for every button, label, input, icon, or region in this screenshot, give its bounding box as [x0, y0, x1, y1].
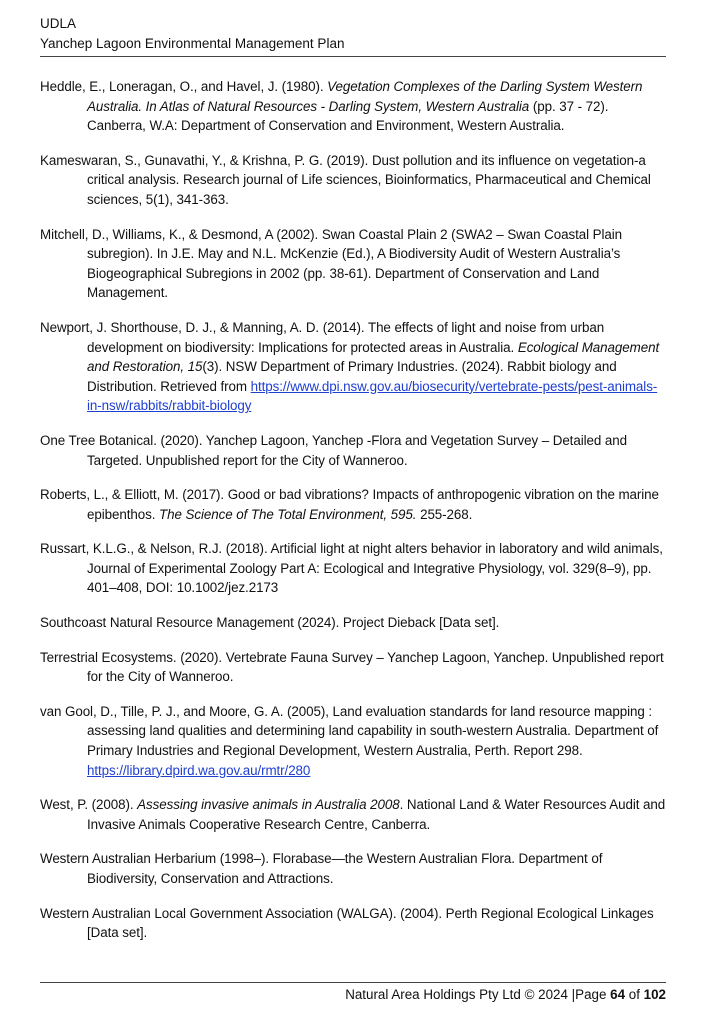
page-header [40, 14, 666, 54]
reference-text: . National Land & Water Resources Audit and Invasive Animals Cooperative Research Centre, Canberra. [87, 797, 666, 832]
footer-of-label: of [625, 987, 644, 1002]
reference-italic-text: Ecological Management and Restoration, 15 [87, 339, 660, 375]
footer-company: Natural Area Holdings Pty Ltd © 2024 |Page [345, 987, 611, 1002]
header-divider [40, 56, 666, 57]
reference-text: Heddle, E., Loneragan, O., and Havel, J. (1980). [40, 79, 328, 94]
reference-entry [40, 795, 666, 834]
reference-entry [40, 431, 666, 470]
footer-divider [40, 982, 666, 983]
reference-text: Mitchell, D., Williams, K., & Desmond, A (2002). Swan Coastal Plain 2 (SWA2 – Swan Coastal Plain subregion). In J.E. May and N.L. McKenzie (Ed.), A Biodiversity Audit of Western Australia’s Biogeographical Subregions in 2002 (pp. 38-61). Department of Conservation and Land Management. [40, 226, 622, 301]
reference-entry [40, 151, 666, 210]
reference-text: Kameswaran, S., Gunavathi, Y., & Krishna, P. G. (2019). Dust pollution and its influence on vegetation-a critical analysis. Research journal of Life sciences, Bioinformatics, Pharmaceutical and Chemical sciences, 5(1), 341-363. [40, 152, 651, 207]
reference-entry [40, 225, 666, 303]
reference-text: One Tree Botanical. (2020). Yanchep Lagoon, Yanchep -Flora and Vegetation Survey – Detailed and Targeted. Unpublished report for the City of Wanneroo. [40, 432, 627, 468]
reference-entry [40, 849, 666, 888]
reference-link[interactable]: https://www.dpi.nsw.gov.au/biosecurity/vertebrate-pests/pest-animals-in-nsw/rabbits/rabbit-biology [87, 378, 658, 414]
reference-text: van Gool, D., Tille, P. J., and Moore, G. A. (2005), Land evaluation standards for land resource mapping : assessing land qualities and determining land capability in south-western Australia. Department of Primary Industries and Regional Development, Western Australia, Perth. Report 298. [40, 703, 659, 759]
reference-entry [40, 613, 666, 633]
reference-entry [40, 904, 666, 943]
reference-entry [40, 648, 666, 687]
reference-text: Southcoast Natural Resource Management (2024). Project Dieback [Data set]. [40, 615, 500, 631]
reference-text: (3). NSW Department of Primary Industries. (2024). Rabbit biology and Distribution. Retrieved from [87, 359, 617, 394]
reference-text: West, P. (2008). [40, 797, 138, 813]
header-org: UDLA [40, 16, 77, 31]
footer-page-number: 64 [610, 987, 626, 1002]
reference-entry [40, 318, 666, 416]
reference-text: Russart, K.L.G., & Nelson, R.J. (2018). Artificial light at night alters behavior in laboratory and wild animals, Journal of Experimental Zoology Part A: Ecological and Integrative Physiology, vol. 329(8–9), pp. 401–408, DOI: 10.1002/jez.2173 [40, 541, 663, 596]
reference-text: Roberts, L., & Elliott, M. (2017). Good or bad vibrations? Impacts of anthropogenic vibration on the marine epibenthos. [40, 487, 659, 522]
footer-total-pages: 102 [643, 987, 666, 1002]
reference-list [40, 77, 666, 958]
reference-link[interactable]: https://library.dpird.wa.gov.au/rmtr/280 [87, 762, 311, 778]
reference-text: Western Australian Local Government Association (WALGA). (2004). Perth Regional Ecological Linkages [Data set]. [40, 905, 654, 941]
reference-text: 255-268. [416, 506, 473, 522]
reference-italic-text: The Science of The Total Environment, 595. [159, 506, 417, 522]
header-document-title: Yanchep Lagoon Environmental Management Plan [40, 36, 345, 51]
reference-text: Western Australian Herbarium (1998–). Florabase—the Western Australian Flora. Department of Biodiversity, Conservation and Attractions. [40, 851, 603, 886]
reference-entry [40, 77, 666, 136]
page-footer [345, 986, 666, 1004]
reference-text: (pp. 37 - 72). Canberra, W.A: Department of Conservation and Environment, Western Australia. [87, 98, 609, 134]
reference-entry [40, 702, 666, 780]
reference-text: Newport, J. Shorthouse, D. J., & Manning, A. D. (2014). The effects of light and noise from urban development on biodiversity: Implications for protected areas in Australia. [40, 319, 605, 355]
reference-italic-text: Assessing invasive animals in Australia 2008 [137, 797, 400, 813]
reference-text: Terrestrial Ecosystems. (2020). Vertebrate Fauna Survey – Yanchep Lagoon, Yanchep. Unpublished report for the City of Wanneroo. [40, 649, 664, 685]
reference-entry [40, 485, 666, 524]
reference-entry [40, 539, 666, 598]
reference-italic-text: Vegetation Complexes of the Darling System Western Australia. In Atlas of Natural Resources - Darling System, Western Australia [87, 79, 643, 114]
